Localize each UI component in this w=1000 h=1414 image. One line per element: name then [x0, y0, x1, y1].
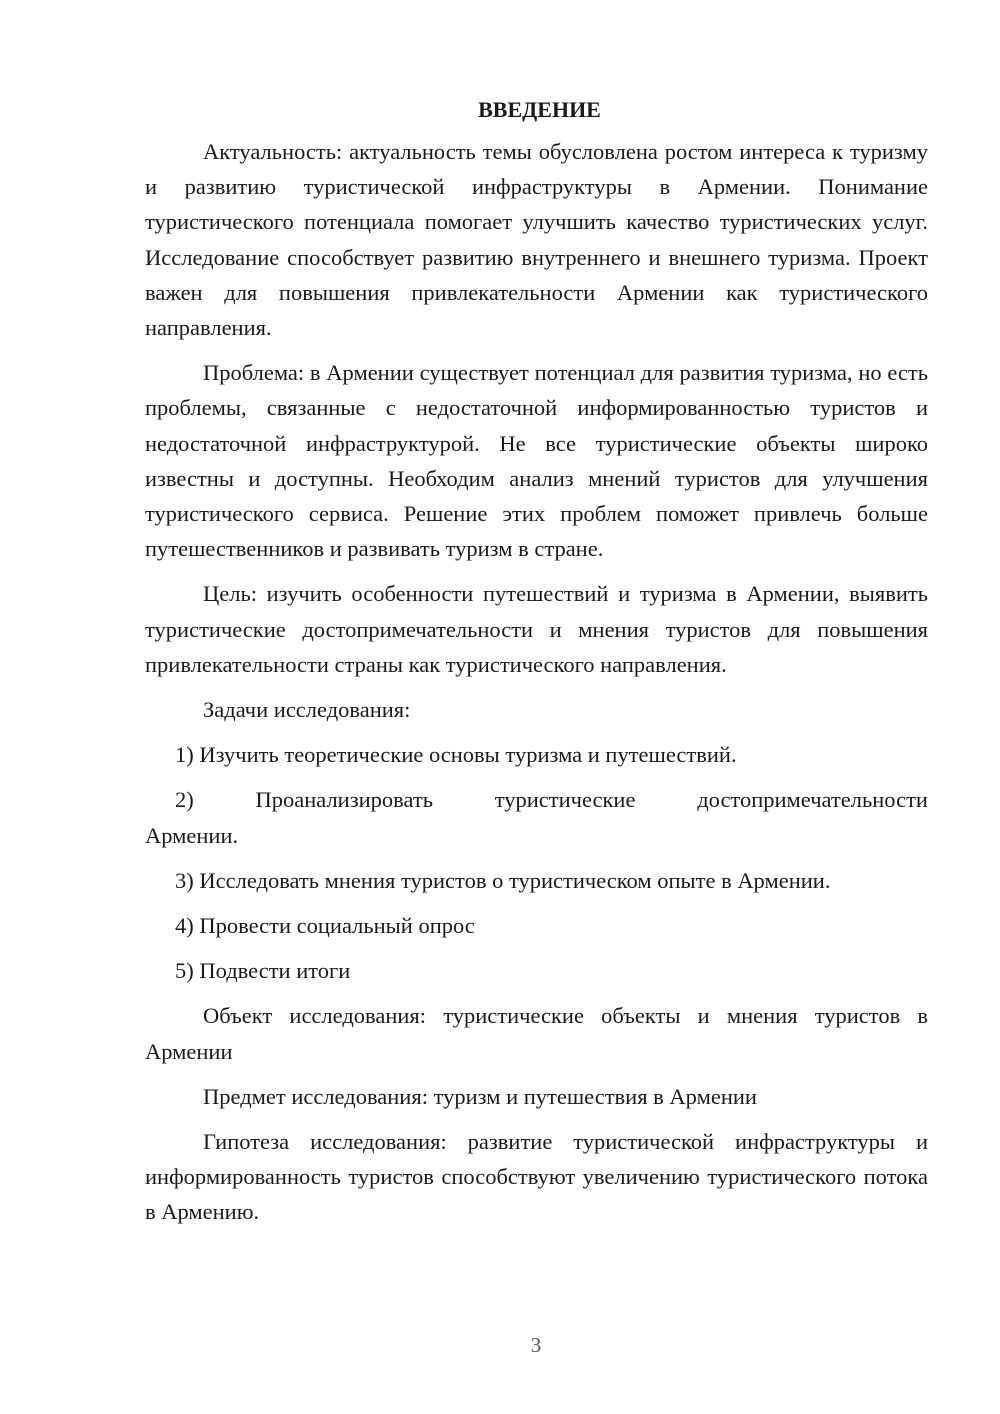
- task-item-2-word-3: достопримечательности: [697, 787, 928, 813]
- problem-paragraph: Проблема: в Армении существует потенциал для развития туризма, но есть проблемы, связанные с недостаточной информированностью туристов и недостаточной инфраструктурой. Не все туристические объекты широко известны и доступны. Необходим анализ мнений туристов для улучшения туристического сервиса. Решение этих проблем поможет привлечь больше путешественников и развивать туризм в стране.: [145, 360, 928, 562]
- tasks-heading: Задачи исследования:: [203, 697, 411, 723]
- page-number: 3: [530, 1333, 542, 1357]
- section-heading: ВВЕДЕНИЕ: [478, 97, 601, 122]
- research-object-paragraph: Объект исследования: туристические объекты и мнения туристов в Армении: [145, 1003, 928, 1064]
- task-item-4: 4) Провести социальный опрос: [175, 913, 475, 939]
- task-item-5: 5) Подвести итоги: [175, 958, 351, 984]
- relevance-paragraph: Актуальность: актуальность темы обусловлена ростом интереса к туризму и развитию туристической инфраструктуры в Армении. Понимание туристического потенциала помогает улучшить качество туристических услуг. Исследование способствует развитию внутреннего и внешнего туризма. Проект важен для повышения привлекательности Армении как туристического направления.: [145, 139, 928, 341]
- hypothesis-paragraph: Гипотеза исследования: развитие туристической инфраструктуры и информированность туристов способствуют увеличению туристического потока в Армению.: [145, 1129, 928, 1225]
- task-item-2: [145, 782, 928, 852]
- document-page: [145, 96, 928, 1240]
- research-subject-paragraph: Предмет исследования: туризм и путешествия в Армении: [203, 1083, 757, 1109]
- task-item-2-first-line: [145, 782, 928, 817]
- task-item-2-number: 2): [175, 787, 194, 813]
- task-item-2-word-1: Проанализировать: [255, 787, 433, 813]
- task-item-3: 3) Исследовать мнения туристов о туристическом опыте в Армении.: [175, 867, 831, 893]
- task-item-2-word-2: туристические: [494, 787, 636, 813]
- task-item-1: 1) Изучить теоретические основы туризма и путешествий.: [175, 742, 737, 768]
- goal-paragraph: Цель: изучить особенности путешествий и туризма в Армении, выявить туристические достопримечательности и мнения туристов для повышения привлекательности страны как туристического направления.: [145, 581, 928, 677]
- task-item-2-continuation: Армении.: [145, 822, 239, 848]
